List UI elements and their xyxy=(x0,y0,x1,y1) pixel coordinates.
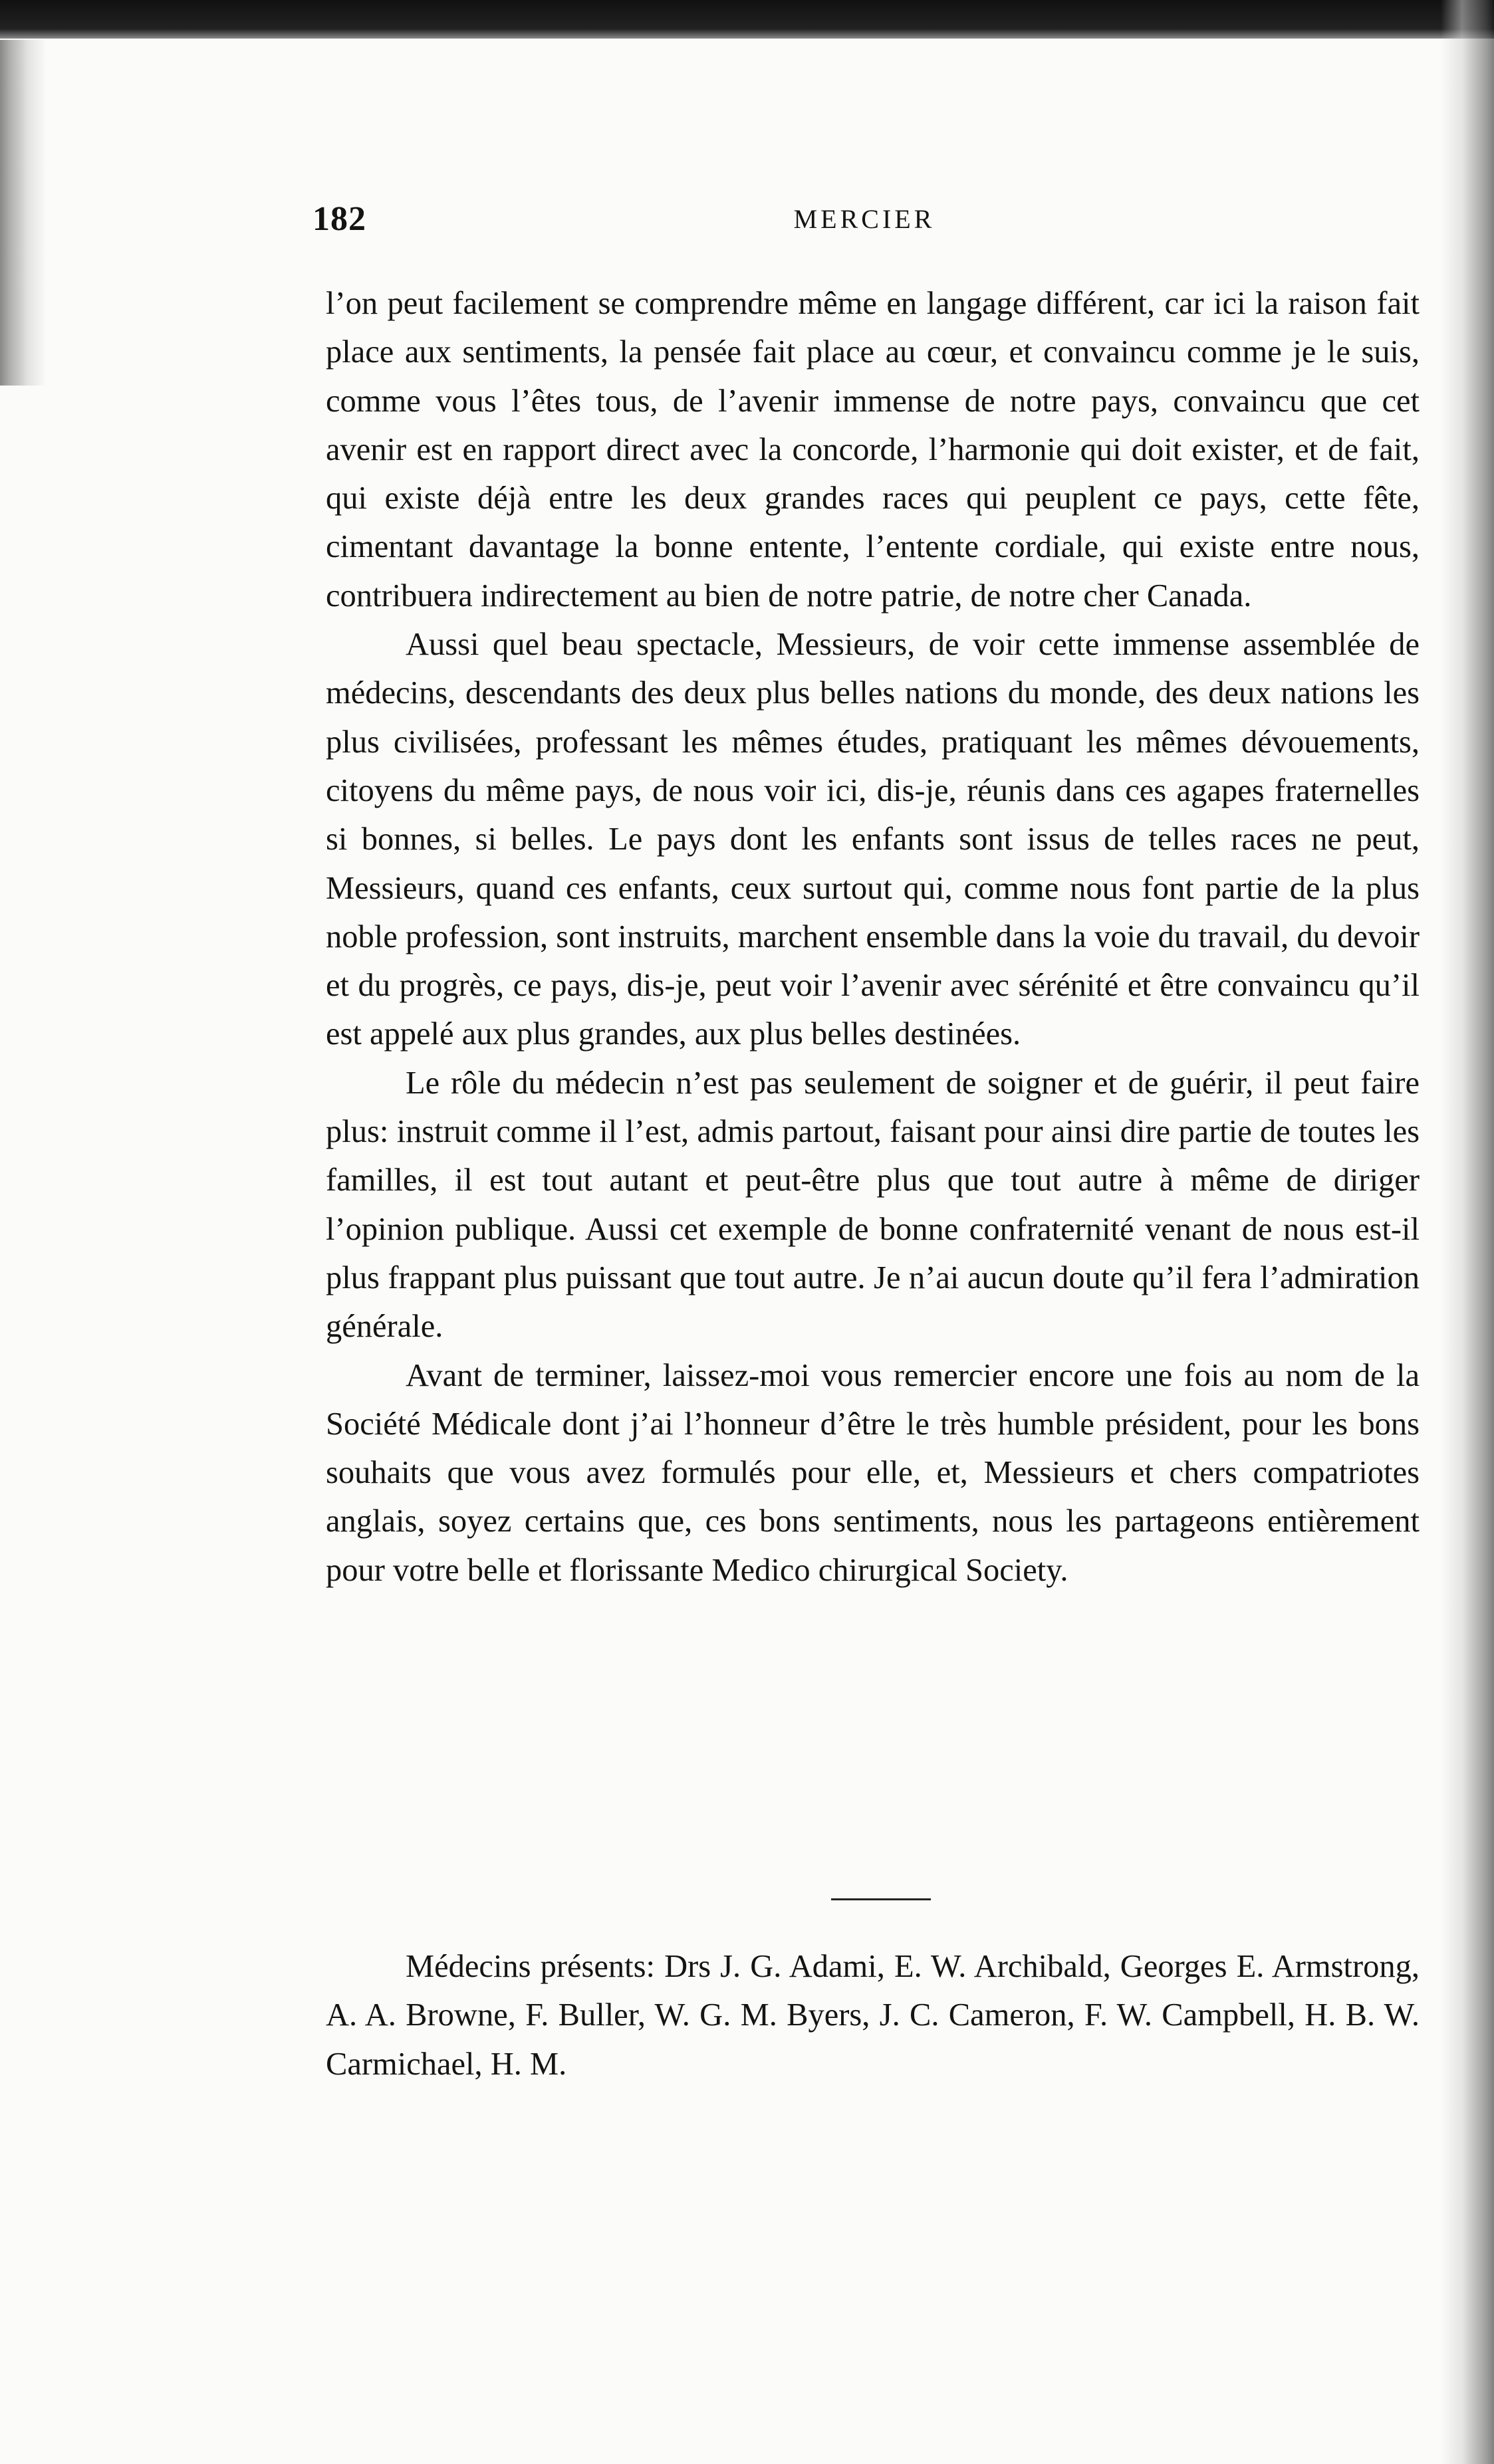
scan-right-edge xyxy=(1441,0,1494,2464)
attendees-list xyxy=(326,1942,1420,2088)
running-head-title: MERCIER xyxy=(793,204,935,234)
attendees-paragraph: Médecins présents: Drs J. G. Adami, E. W. Archibald, Georges E. Armstrong, A. A. Browne, F. Buller, W. G. M. Byers, J. C. Cameron, F. W. Campbell, H. B. W. Carmichael, H. M. xyxy=(326,1949,1420,2082)
scan-left-edge xyxy=(0,40,47,386)
paragraph-2: Aussi quel beau spectacle, Messieurs, de voir cette immense assemblée de médecins, descendants des deux plus belles nations du monde, des deux nations les plus civilisées, professant les mêmes études, pratiquant les mêmes dévouements, citoyens du même pays, de nous voir ici, dis-je, réunis dans ces agapes fraternelles si bonnes, si belles. Le pays dont les enfants sont issus de telles races ne peut, Messieurs, quand ces enfants, ceux surtout qui, comme nous font partie de la plus noble profession, sont instruits, marchent ensemble dans la voie du travail, du devoir et du progrès, ce pays, dis-je, peut voir l’avenir avec sérénité et être convaincu qu’il est appelé aux plus grandes, aux plus belles destinées. xyxy=(326,627,1420,1052)
running-head xyxy=(312,199,1416,253)
scan-top-edge xyxy=(0,0,1494,39)
paragraph-3: Le rôle du médecin n’est pas seulement de soigner et de guérir, il peut faire plus: instruit comme il l’est, admis partout, faisant pour ainsi dire partie de toutes les familles, il est tout autant et peut-être plus que tout autre à même de diriger l’opinion publique. Aussi cet exemple de bonne confraternité venant de nous est-il plus frappant plus puissant que tout autre. Je n’ai aucun doute qu’il fera l’admiration générale. xyxy=(326,1065,1420,1345)
page-number: 182 xyxy=(312,200,366,238)
paragraph-1: l’on peut facilement se comprendre même en langage différent, car ici la raison fait place aux sentiments, la pensée fait place au cœur, et convaincu comme je le suis, comme vous l’êtes tous, de l’avenir immense de notre pays, convaincu que cet avenir est en rapport direct avec la concorde, l’harmonie qui doit exister, et de fait, qui existe déjà entre les deux grandes races qui peuplent ce pays, cette fête, cimentant davantage la bonne entente, l’entente cordiale, qui existe entre nous, contribuera indirectement au bien de notre patrie, de notre cher Canada. xyxy=(326,286,1420,614)
body-text xyxy=(326,279,1420,1595)
section-separator xyxy=(831,1898,931,1900)
paragraph-4: Avant de terminer, laissez-moi vous remercier encore une fois au nom de la Société Médicale dont j’ai l’honneur d’être le très humble président, pour les bons souhaits que vous avez formulés pour elle, et, Messieurs et chers compatriotes anglais, soyez certains que, ces bons sentiments, nous les partageons entièrement pour votre belle et florissante Medico chirurgical Society. xyxy=(326,1357,1420,1588)
